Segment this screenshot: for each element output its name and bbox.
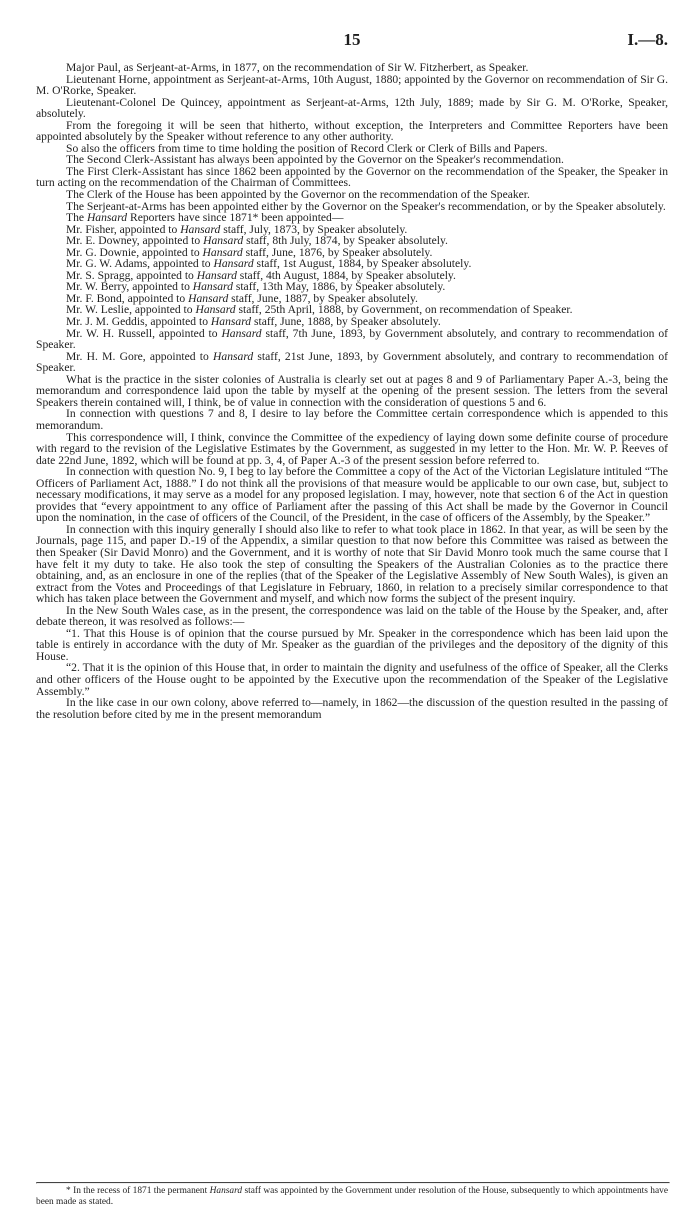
reporter-entry: Mr. J. M. Geddis, appointed to Hansard staff, June, 1888, by Speaker absolutely.	[66, 315, 441, 329]
reporter-entry: Mr. H. M. Gore, appointed to Hansard staff, 21st June, 1893, by Government absolutely, and contrary to recommendation of Speaker.	[36, 349, 668, 375]
paragraph: The Serjeant-at-Arms has been appointed either by the Governor on the Speaker's recommendation, or by the Speaker absolutely.	[66, 199, 666, 213]
reporter-entry: Mr. G. Downie, appointed to Hansard staff, June, 1876, by Speaker absolutely.	[66, 245, 433, 259]
paragraph: In connection with this inquiry generally I should also like to refer to what took place in 1862. In that year, as will be seen by the Journals, page 115, and paper D.-19 of the Appendix, a similar question to that now before this Committee was raised as between the then Speaker (Sir David Monro) and the Government, and it is worthy of note that Sir David Monro took much the same course that I have felt it my duty to take. He also took the step of consulting the Speakers of the Australian Colonies as to the practice there obtaining, and, as an enclosure in one of the replies (that of the Speaker of the Legislative Assembly of New South Wales), is given an extract from the Votes and Proceedings of that Legislature in February, 1860, in relation to a precisely similar correspondence to that which has taken place between the Government and myself, and which now forms the subject of the present inquiry.	[36, 522, 668, 606]
paragraph: The Second Clerk-Assistant has always been appointed by the Governor on the Speaker's recommendation.	[66, 153, 564, 167]
resolution-quote: “2. That it is the opinion of this House that, in order to maintain the dignity and usefulness of the office of Speaker, all the Clerks and other officers of the House ought to be appointed by the Executive upon the recommendation of the Speaker of the Legislative Assembly.”	[36, 661, 668, 698]
paragraph: Lieutenant Horne, appointment as Serjeant-at-Arms, 10th August, 1880; appointed by the Governor on recommendation of Sir G. M. O'Rorke, Speaker.	[36, 72, 668, 98]
reporter-entry: Mr. W. H. Russell, appointed to Hansard staff, 7th June, 1893, by Government absolutely, and contrary to recommendation of Speaker.	[36, 326, 668, 352]
reporter-entry: Mr. E. Downey, appointed to Hansard staff, 8th July, 1874, by Speaker absolutely.	[66, 234, 448, 248]
footnote-divider	[36, 1182, 670, 1184]
paragraph: The Hansard Reporters have since 1871* been appointed—	[66, 211, 344, 225]
reporter-entry: Mr. G. W. Adams, appointed to Hansard staff, 1st August, 1884, by Speaker absolutely.	[66, 257, 472, 271]
paragraph: In connection with questions 7 and 8, I desire to lay before the Committee certain correspondence which is appended to this memorandum.	[36, 407, 668, 432]
paragraph: The First Clerk-Assistant has since 1862 been appointed by the Governor on the recommendation of the Speaker, the Speaker in turn acting on the recommendation of the Chairman of Committees.	[36, 164, 668, 190]
page-header	[36, 30, 668, 52]
reporter-entry: Mr. F. Bond, appointed to Hansard staff, June, 1887, by Speaker absolutely.	[66, 291, 418, 305]
paragraph: From the foregoing it will be seen that hitherto, without exception, the Interpreters and Committee Reporters have been appointed absolutely by the Speaker without reference to any other authority.	[36, 118, 668, 144]
reporter-entry: Mr. W. Leslie, appointed to Hansard staff, 25th April, 1888, by Government, on recommendation of Speaker.	[66, 303, 573, 317]
paragraph: In the like case in our own colony, above referred to—namely, in 1862—the discussion of the question resulted in the passing of the resolution before cited by me in the present memorandum	[36, 696, 668, 721]
paragraph: In connection with question No. 9, I beg to lay before the Committee a copy of the Act of the Victorian Legislature intituled “The Officers of Parliament Act, 1888.” I do not think all the provisions of that measure would be applicable to our own case, but, subject to necessary modifications, it may serve as a model for any proposed legislation. I may, however, note that section 6 of the Act in question provides that “every appointment to any office of Parliament after the passing of this Act shall be made by the Governor in Council upon the nomination, in the case of officers of the Council, of the President, in the case of officers of the Assembly, by the Speaker.”	[36, 465, 668, 525]
document-reference: I.—8.	[627, 30, 668, 49]
paragraph: Lieutenant-Colonel De Quincey, appointment as Serjeant-at-Arms, 12th July, 1889; made by Sir G. M. O'Rorke, Speaker, absolutely.	[36, 95, 668, 121]
paragraph: What is the practice in the sister colonies of Australia is clearly set out at pages 8 and 9 of Parliamentary Paper A.-3, being the memorandum and correspondence laid upon the table by myself at the opening of the present session. The letters from the several Speakers therein contained will, I think, be of value in connection with the consideration of questions 5 and 6.	[36, 372, 668, 409]
paragraph: So also the officers from time to time holding the position of Record Clerk or Clerk of Bills and Papers.	[66, 141, 548, 155]
paragraph: The Clerk of the House has been appointed by the Governor on the recommendation of the Speaker.	[66, 188, 530, 202]
footnote	[36, 1186, 668, 1208]
page-number: 15	[343, 30, 361, 49]
reporter-entry: Mr. W. Berry, appointed to Hansard staff, 13th May, 1886, by Speaker absolutely.	[66, 280, 446, 294]
reporter-entry: Mr. S. Spragg, appointed to Hansard staff, 4th August, 1884, by Speaker absolutely.	[66, 268, 456, 282]
memorandum-body	[36, 62, 668, 720]
paragraph: This correspondence will, I think, convince the Committee of the expediency of laying down some definite course of procedure with regard to the revision of the Legislative Estimates by the Government, as suggested in my letter to the Hon. Mr. W. P. Reeves of date 22nd June, 1892, which will be found at pp. 3, 4, of Paper A.-3 of the present session before referred to.	[36, 430, 668, 467]
resolution-quote: “1. That this House is of opinion that the course pursued by Mr. Speaker in the correspondence which has been laid upon the table is entirely in accordance with the duty of Mr. Speaker as the guardian of the privileges and the depository of the dignity of this House.	[36, 626, 668, 663]
reporter-entry: Mr. Fisher, appointed to Hansard staff, July, 1873, by Speaker absolutely.	[66, 222, 408, 236]
footnote-text: * In the recess of 1871 the permanent Hansard staff was appointed by the Government under resolution of the House, subsequently to which appointments have been made as stated.	[36, 1186, 669, 1207]
paragraph: In the New South Wales case, as in the present, the correspondence was laid on the table of the House by the Speaker, and, after debate thereon, it was resolved as follows:—	[36, 603, 668, 629]
paragraph: Major Paul, as Serjeant-at-Arms, in 1877, on the recommendation of Sir W. Fitzherbert, as Speaker.	[66, 61, 529, 74]
